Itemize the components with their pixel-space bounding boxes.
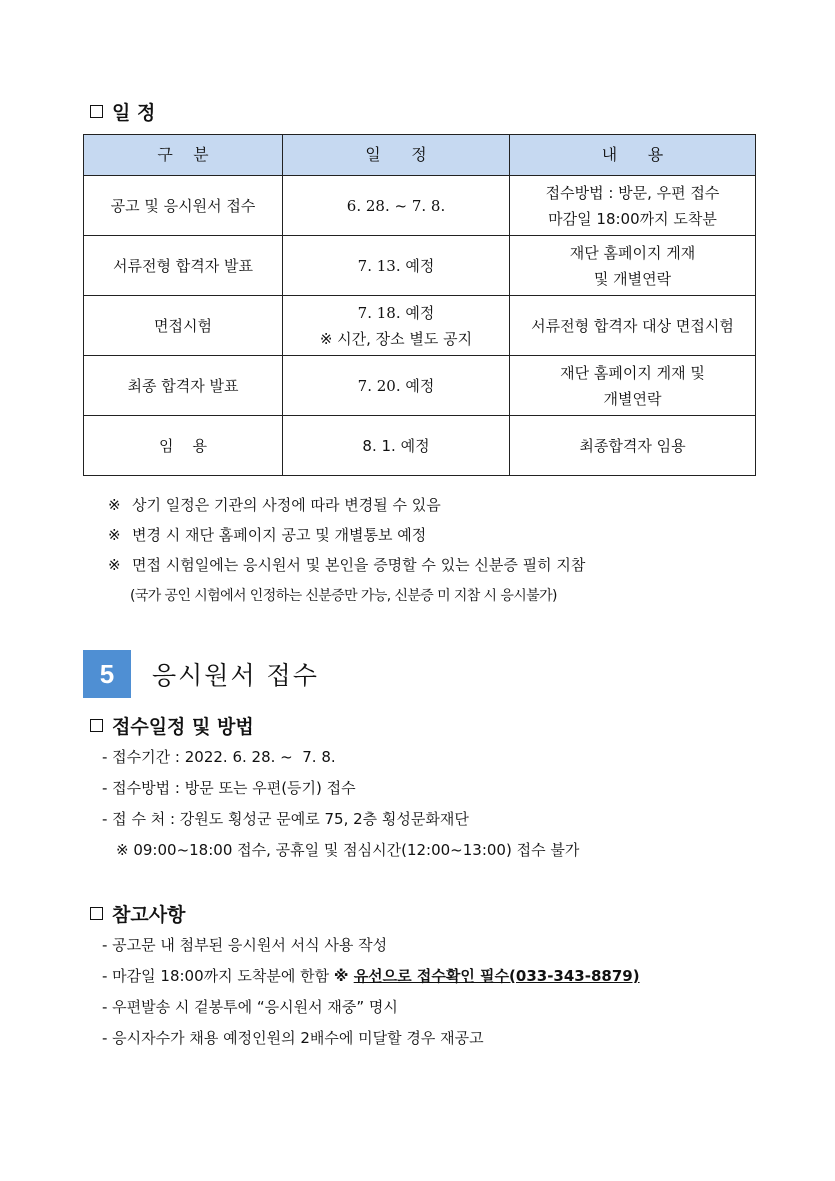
method-heading	[90, 712, 254, 739]
row-content	[510, 236, 756, 296]
row-category: 면접시험	[84, 296, 283, 356]
method-item-place: - 접 수 처 : 강원도 횡성군 문예로 75, 2층 횡성문화재단	[102, 810, 469, 828]
reference-item-2-mark: ※	[333, 967, 354, 985]
reference-item-3: - 우편발송 시 겉봉투에 “응시원서 재중” 명시	[102, 998, 398, 1016]
schedule-table	[83, 134, 756, 476]
reference-item-2-emphasis: 유선으로 접수확인 필수(033-343-8879)	[353, 967, 640, 985]
row-content-line2: 및 개별연락	[593, 269, 672, 288]
method-heading-label: 접수일정 및 방법	[112, 716, 254, 738]
note-text: 면접 시험일에는 응시원서 및 본인을 증명할 수 있는 신분증 필히 지참	[132, 556, 586, 574]
row-content-line1: 접수방법 : 방문, 우편 접수	[545, 183, 720, 202]
schedule-note-2	[108, 524, 426, 545]
table-row	[84, 296, 756, 356]
table-header-row	[84, 135, 756, 176]
table-row	[84, 176, 756, 236]
row-content	[510, 356, 756, 416]
row-content: 서류전형 합격자 대상 면접시험	[510, 296, 756, 356]
method-note: ※ 09:00~18:00 접수, 공휴일 및 점심시간(12:00~13:00) 접수 불가	[116, 841, 580, 859]
section-title: 응시원서 접수	[152, 661, 319, 690]
checkbox-square-icon	[90, 105, 103, 118]
table-row	[84, 236, 756, 296]
method-item-way: - 접수방법 : 방문 또는 우편(등기) 접수	[102, 779, 356, 797]
reference-heading-label: 참고사항	[112, 904, 186, 926]
row-date-note: ※ 시간, 장소 별도 공지	[319, 329, 473, 348]
reference-item-4: - 응시자수가 채용 예정인원의 2배수에 미달할 경우 재공고	[102, 1029, 484, 1047]
row-content: 최종합격자 임용	[510, 416, 756, 476]
row-date: 6. 28. ~ 7. 8.	[283, 176, 510, 236]
row-content-line2: 개별연락	[603, 389, 662, 408]
reference-item-2-text: - 마감일 18:00까지 도착분에 한함	[102, 967, 334, 985]
row-content-line1: 재단 홈페이지 게재 및	[560, 363, 705, 382]
reference-item-1: - 공고문 내 첨부된 응시원서 서식 사용 작성	[102, 936, 388, 954]
row-content-line2: 마감일 18:00까지 도착분	[548, 209, 717, 228]
row-content	[510, 176, 756, 236]
schedule-heading	[90, 98, 155, 125]
note-mark-icon: ※	[108, 526, 121, 544]
reference-item-2	[102, 965, 640, 986]
header-category: 구 분	[84, 135, 283, 176]
table-row	[84, 356, 756, 416]
schedule-note-3	[108, 554, 585, 575]
table-row	[84, 416, 756, 476]
schedule-heading-label: 일 정	[112, 102, 156, 124]
note-mark-icon: ※	[108, 556, 121, 574]
row-content-line1: 재단 홈페이지 게재	[569, 243, 696, 262]
checkbox-square-icon	[90, 907, 103, 920]
schedule-sub-note: (국가 공인 시험에서 인정하는 신분증만 가능, 신분증 미 지참 시 응시불가)	[130, 588, 557, 604]
row-category: 공고 및 응시원서 접수	[84, 176, 283, 236]
note-mark-icon: ※	[108, 496, 121, 514]
schedule-note-1	[108, 494, 441, 515]
header-date: 일 정	[283, 135, 510, 176]
note-text: 상기 일정은 기관의 사정에 따라 변경될 수 있음	[132, 496, 441, 514]
row-category: 임 용	[84, 416, 283, 476]
reference-heading	[90, 900, 185, 927]
method-item-period: - 접수기간 : 2022. 6. 28. ~ 7. 8.	[102, 748, 336, 766]
header-content: 내 용	[510, 135, 756, 176]
section-number-badge: 5	[83, 650, 131, 698]
row-date	[283, 296, 510, 356]
row-category: 서류전형 합격자 발표	[84, 236, 283, 296]
row-date: 8. 1. 예정	[283, 416, 510, 476]
checkbox-square-icon	[90, 719, 103, 732]
row-date: 7. 13. 예정	[283, 236, 510, 296]
row-date: 7. 20. 예정	[283, 356, 510, 416]
row-date-line1: 7. 18. 예정	[357, 303, 435, 322]
note-text: 변경 시 재단 홈페이지 공고 및 개별통보 예정	[132, 526, 427, 544]
row-category: 최종 합격자 발표	[84, 356, 283, 416]
